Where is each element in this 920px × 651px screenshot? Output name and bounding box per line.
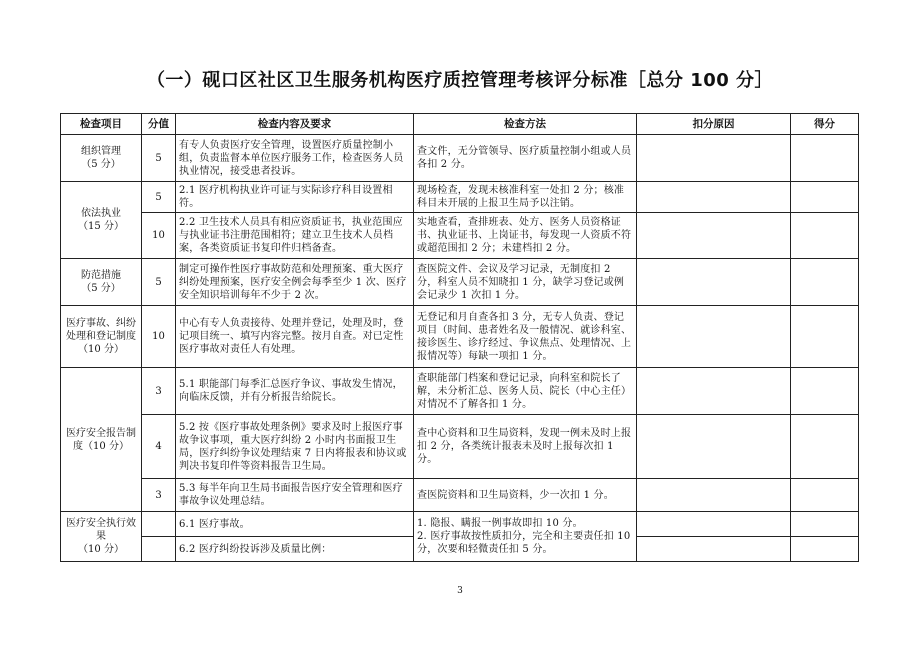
reason-cell[interactable] [637, 182, 791, 213]
table-row [61, 368, 859, 415]
item-cell: 组织管理 （5 分） [61, 135, 142, 182]
content-cell: 6.2 医疗纠纷投诉涉及质量比例： [176, 537, 414, 562]
method-cell: 1. 隐报、瞒报一例事故即扣 10 分。 2. 医疗事故按性质扣分，完全和主要责任扣 10 分，次要和轻微责任扣 5 分。 [414, 512, 637, 562]
table-row [61, 306, 859, 368]
header-method: 检查方法 [414, 114, 637, 135]
score-cell: 3 [142, 479, 176, 512]
method-cell: 查文件，无分管领导、医疗质量控制小组或人员各扣 2 分。 [414, 135, 637, 182]
reason-cell[interactable] [637, 479, 791, 512]
header-item: 检查项目 [61, 114, 142, 135]
header-deduction-reason: 扣分原因 [637, 114, 791, 135]
table-row [61, 259, 859, 306]
score-cell [142, 512, 176, 537]
content-cell: 5.3 每半年向卫生局书面报告医疗安全管理和医疗事故争议处理总结。 [176, 479, 414, 512]
table-row [61, 135, 859, 182]
points-cell[interactable] [791, 512, 859, 537]
method-cell: 查职能部门档案和登记记录，向科室和院长了解，未分析汇总、医务人员、院长（中心主任）对情况不了解各扣 1 分。 [414, 368, 637, 415]
points-cell[interactable] [791, 135, 859, 182]
item-cell: 医疗事故、纠纷处理和登记制度（10 分） [61, 306, 142, 368]
reason-cell[interactable] [637, 259, 791, 306]
score-cell: 10 [142, 213, 176, 259]
points-cell[interactable] [791, 259, 859, 306]
reason-cell[interactable] [637, 306, 791, 368]
content-cell: 有专人负责医疗安全管理，设置医疗质量控制小组，负责监督本单位医疗服务工作，检查医务人员执业情况，接受患者投诉。 [176, 135, 414, 182]
content-cell: 5.1 职能部门每季汇总医疗争议、事故发生情况，向临床反馈，并有分析报告给院长。 [176, 368, 414, 415]
points-cell[interactable] [791, 415, 859, 479]
score-cell: 10 [142, 306, 176, 368]
content-cell: 2.2 卫生技术人员具有相应资质证书，执业范围应与执业证书注册范围相符；建立卫生技术人员档案，各类资质证书复印件归档备查。 [176, 213, 414, 259]
table-header-row [61, 114, 859, 135]
points-cell[interactable] [791, 368, 859, 415]
item-cell: 防范措施 （5 分） [61, 259, 142, 306]
content-cell: 6.1 医疗事故。 [176, 512, 414, 537]
table-row [61, 213, 859, 259]
method-cell: 查医院文件、会议及学习记录，无制度扣 2 分，科室人员不知晓扣 1 分，缺学习登记或例会记录少 1 次扣 1 分。 [414, 259, 637, 306]
item-cell: 依法执业 （15 分） [61, 182, 142, 259]
method-cell: 查中心资料和卫生局资料，发现一例未及时上报扣 2 分，各类统计报表未及时上报每次扣 1 分。 [414, 415, 637, 479]
points-cell[interactable] [791, 213, 859, 259]
header-points: 得分 [791, 114, 859, 135]
score-cell: 5 [142, 135, 176, 182]
score-cell: 5 [142, 182, 176, 213]
reason-cell[interactable] [637, 135, 791, 182]
score-cell: 5 [142, 259, 176, 306]
content-cell: 2.1 医疗机构执业许可证与实际诊疗科目设置相符。 [176, 182, 414, 213]
points-cell[interactable] [791, 306, 859, 368]
score-cell: 4 [142, 415, 176, 479]
method-cell: 查医院资料和卫生局资料，少一次扣 1 分。 [414, 479, 637, 512]
content-cell: 中心有专人负责接待、处理并登记，处理及时，登记项目统一、填写内容完整。按月自查。对已定性医疗事故对责任人有处理。 [176, 306, 414, 368]
scoring-table [60, 113, 859, 562]
item-cell: 医疗安全报告制度（10 分） [61, 368, 142, 512]
method-cell: 实地查看，查排班表、处方、医务人员资格证书、执业证书、上岗证书，每发现一人资质不符或超范围扣 2 分；未建档扣 2 分。 [414, 213, 637, 259]
reason-cell[interactable] [637, 537, 791, 562]
header-score: 分值 [142, 114, 176, 135]
table-row [61, 182, 859, 213]
table-row [61, 415, 859, 479]
points-cell[interactable] [791, 537, 859, 562]
page-number: 3 [457, 586, 463, 596]
method-cell: 无登记和月自查各扣 3 分，无专人负责、登记项目（时间、患者姓名及一般情况、就诊科室、接诊医生、诊疗经过、争议焦点、处理情况、上报情况等）每缺一项扣 1 分。 [414, 306, 637, 368]
points-cell[interactable] [791, 479, 859, 512]
score-cell: 3 [142, 368, 176, 415]
content-cell: 制定可操作性医疗事故防范和处理预案、重大医疗纠纷处理预案，医疗安全例会每季至少 1 次、医疗安全知识培训每年不少于 2 次。 [176, 259, 414, 306]
reason-cell[interactable] [637, 512, 791, 537]
content-cell: 5.2 按《医疗事故处理条例》要求及时上报医疗事故争议事项，重大医疗纠纷 2 小时内书面报卫生局，医疗纠纷争议处理结束 7 日内将报表和协议或判决书复印件等资料报告卫生局。 [176, 415, 414, 479]
reason-cell[interactable] [637, 368, 791, 415]
points-cell[interactable] [791, 182, 859, 213]
item-cell: 医疗安全执行效果 （10 分） [61, 512, 142, 562]
table-row [61, 512, 859, 537]
reason-cell[interactable] [637, 415, 791, 479]
table-row [61, 479, 859, 512]
method-cell: 现场检查，发现未核准科室一处扣 2 分；核准科目未开展的上报卫生局予以注销。 [414, 182, 637, 213]
score-cell [142, 537, 176, 562]
page-title: （一）砚口区社区卫生服务机构医疗质控管理考核评分标准［总分 100 分］ [146, 70, 774, 91]
reason-cell[interactable] [637, 213, 791, 259]
header-content: 检查内容及要求 [176, 114, 414, 135]
